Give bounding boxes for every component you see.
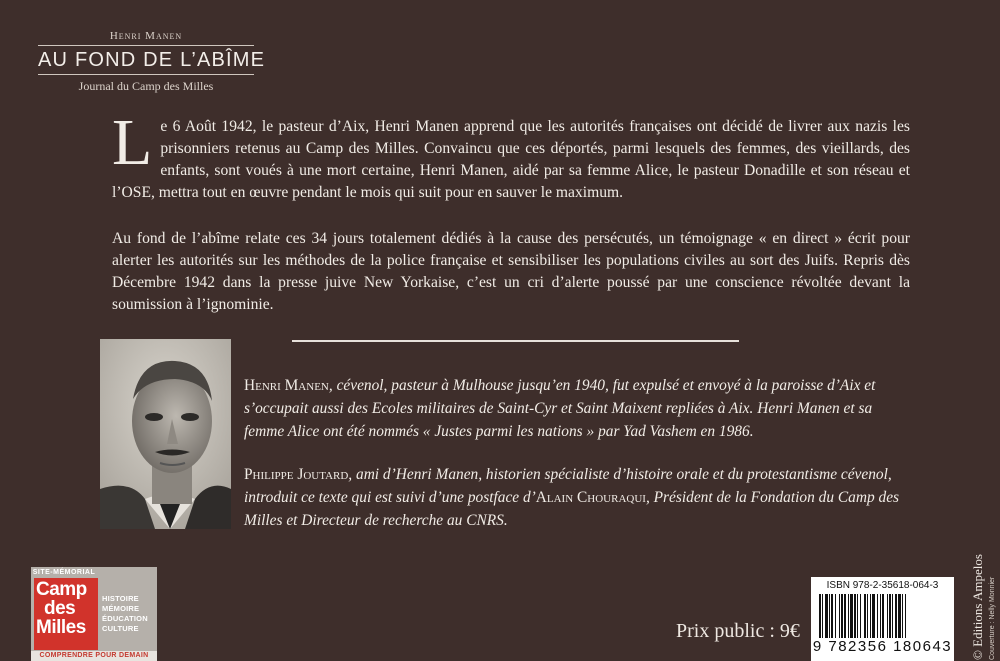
barcode-bar [902, 594, 903, 638]
logo-words [102, 594, 148, 634]
barcode-bar [839, 594, 840, 638]
barcode-bar [864, 594, 866, 638]
barcode-bar [892, 594, 893, 638]
separator-rule [292, 340, 739, 342]
bio-name-henri-manen: Henri Manen [244, 377, 329, 394]
logo-word: ÉDUCATION [102, 614, 148, 623]
logo-word: MÉMOIRE [102, 604, 140, 613]
publisher-name: © Editions Ampelos [970, 554, 985, 660]
bio-philippe-joutard [244, 463, 910, 532]
barcode-bar [857, 594, 858, 638]
barcode-bar [870, 594, 871, 638]
barcode-bar [860, 594, 861, 638]
logo-name [36, 580, 87, 637]
barcode-bar [829, 594, 830, 638]
barcode-bar [825, 594, 828, 638]
barcode-bar [898, 594, 901, 638]
logo-tagline: COMPRENDRE POUR DEMAIN [31, 651, 157, 661]
barcode-bar [841, 594, 843, 638]
barcode-bar [822, 594, 823, 638]
barcode-bar [882, 594, 884, 638]
barcode-bar [905, 594, 906, 638]
portrait-image [100, 339, 231, 529]
barcode-bar [889, 594, 891, 638]
bio-text-henri-manen: , cévenol, pasteur à Mulhouse jusqu’en 1940, fut expulsé et envoyé à la paroisse d’Aix et s’occupait aussi des Ecoles militaires de Saint-Cyr et Saint Maixent repliées à Aix. Henri Manen et sa femme Alice ont été nommés « Justes parmi les nations » par Yad Vashem en 1986. [244, 377, 876, 440]
barcode-bar [844, 594, 846, 638]
isbn-barcode [811, 577, 954, 661]
barcode-bar [872, 594, 875, 638]
logo-site-memorial: SITE-MÉMORIAL [32, 569, 96, 576]
bio-text-philippe-joutard-1: , ami d’Henri Manen, historien spécialiste d’histoire orale et du protestantisme cévenol, introduit ce texte qui est suivi d’une postface d’ [244, 466, 892, 506]
bio-name-philippe-joutard: Philippe Joutard [244, 466, 349, 483]
barcode-bar [848, 594, 849, 638]
barcode-bar [895, 594, 897, 638]
barcode-bar [887, 594, 888, 638]
bio-name-alain-chouraqui: Alain Chouraqui [535, 489, 646, 506]
author-portrait [100, 339, 231, 529]
barcode-bar [867, 594, 868, 638]
intro-paragraph-1-text: e 6 Août 1942, le pasteur d’Aix, Henri Manen apprend que les autorités françaises ont décidé de livrer aux nazis les prisonniers retenus au Camp des Milles. Convaincu que ces déportés, parmi lesquels des femmes, des vieillards, des enfants, sont voués à une mort certaine, Henri Manen, aidé par sa femme Alice, le pasteur Donadille et son réseau et l’OSE, mettra tout en œuvre pendant le mois qui suit pour en sauver le maximum. [112, 118, 910, 201]
cover-credit: Couverture : Nelly Monnier [989, 576, 996, 660]
camp-des-milles-logo [31, 567, 157, 661]
drop-cap: L [112, 106, 153, 179]
header-rule-bottom [38, 74, 254, 75]
publisher-vertical [969, 554, 987, 660]
logo-name-line-2: des [44, 598, 76, 619]
logo-name-line-3: Milles [36, 617, 86, 638]
book-subtitle: Journal du Camp des Milles [78, 79, 214, 93]
barcode-digits: 9 782356 180643 [812, 638, 953, 655]
bio-text-philippe-joutard-2: , Président de la Fondation du Camp des Milles et Directeur de recherche au CNRS. [244, 489, 900, 529]
barcode-bar [831, 594, 833, 638]
isbn-number: ISBN 978-2-35618-064-3 [826, 580, 939, 591]
barcode-bar [880, 594, 881, 638]
bio-henri-manen [244, 374, 910, 443]
book-header [38, 30, 266, 94]
barcode-bar [819, 594, 821, 638]
barcode-bar [854, 594, 856, 638]
logo-name-line-1: Camp [36, 579, 87, 600]
barcode-bar [835, 594, 836, 638]
logo-word: HISTOIRE [102, 594, 139, 603]
barcode-bar [877, 594, 878, 638]
barcode-bars [819, 594, 946, 638]
intro-paragraph-2: Au fond de l’abîme relate ces 34 jours totalement dédiés à la cause des persécutés, un témoignage « en direct » écrit pour alerter les autorités sur les méthodes de la police française et sensibiliser les populations civiles au sort des Juifs. Repris dès Décembre 1942 dans la presse juive New Yorkaise, c’est un cri d’alerte poussé par une conscience révoltée devant la soumission à l’ignominie. [112, 230, 910, 313]
logo-word: CULTURE [102, 624, 139, 633]
header-author: Henri Manen [109, 30, 183, 42]
intro-paragraph-1 [112, 106, 910, 204]
book-title: AU FOND DE L’ABÎME [38, 49, 266, 71]
barcode-bar [850, 594, 853, 638]
price-label: Prix public : 9€ [676, 620, 800, 642]
